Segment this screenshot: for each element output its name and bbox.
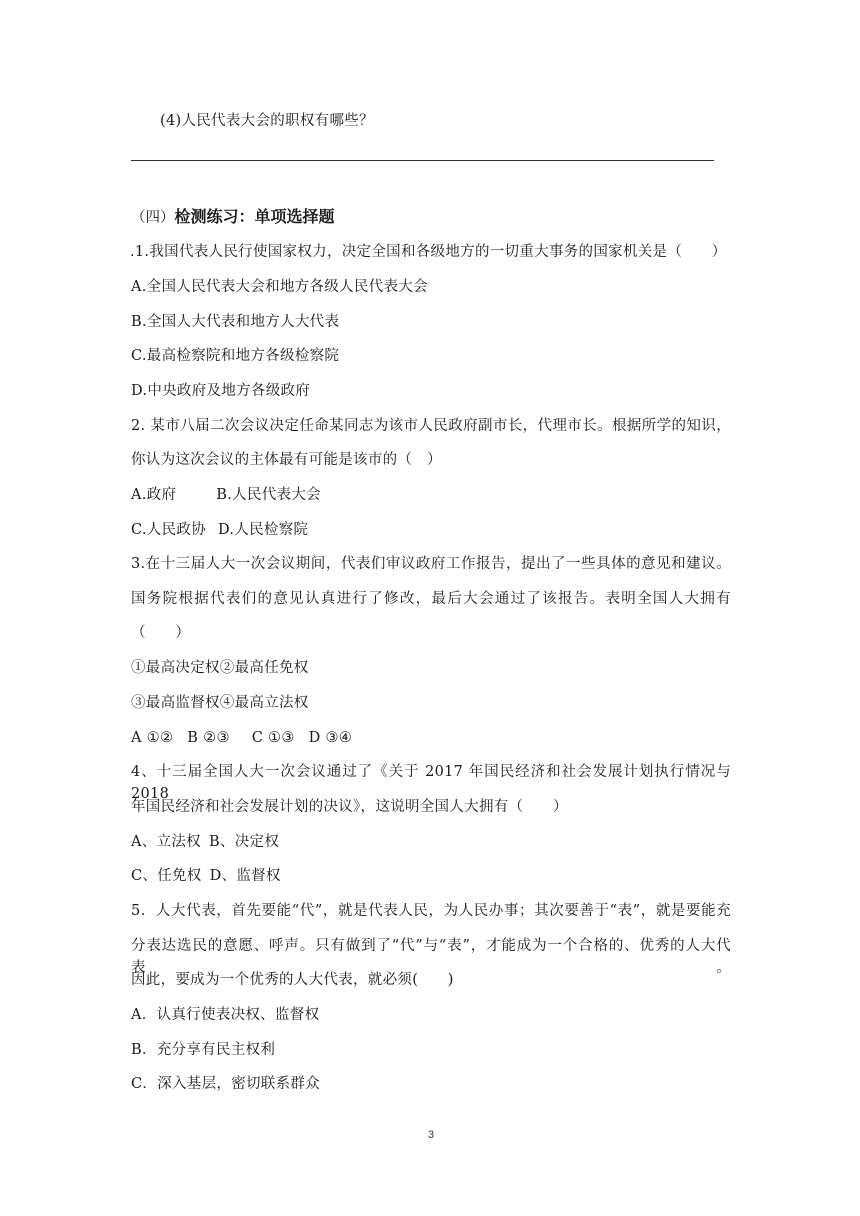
question-4-stem-line-2: 年国民经济和社会发展计划的决议》，这说明全国人大拥有（ ） [131,799,568,815]
question-1-option-a: A.全国人民代表大会和地方各级人民代表大会 [131,279,428,295]
question-2-option-row-1 [131,484,321,506]
question-5-stem-line-2: 分表达选民的意愿、呼声。只有做到了“代”与“表”，才能成为一个合格的、优秀的人大代表。 [131,938,731,976]
question-3-stem-line-2: 国务院根据代表们的意见认真进行了修改，最后大会通过了该报告。表明全国人大拥有 [131,591,731,607]
question-2-option-c: C.人民政协 [131,522,206,538]
question-4-option-d: D、监督权 [209,868,281,884]
question-1-option-b: B.全国人大代表和地方人大代表 [131,314,340,330]
section-prefix: （四） [131,210,175,226]
question-2-option-d: D.人民检察院 [218,522,309,538]
question-5-option-c: C．深入基层，密切联系群众 [131,1076,320,1092]
question-3-choice-d: D ③④ [308,730,353,746]
question-2-option-row-2 [131,519,308,541]
question-5-option-a: A．认真行使表决权、监督权 [131,1007,320,1023]
question-2-option-b: B.人民代表大会 [216,487,321,503]
question-2-option-a: A.政府 [131,487,177,503]
question-5-stem-line-1: 5．人大代表，首先要能“代”，就是代表人民，为人民办事；其次要善于“表”，就是要能充 [131,903,731,919]
question-4-option-a: A、立法权 [131,834,201,850]
answer-line [131,160,714,161]
question-4-stem-line-1: 4、十三届全国人大一次会议通过了《关于 2017 年国民经济和社会发展计划执行情况与 2018 [131,764,731,802]
question-1-option-d: D.中央政府及地方各级政府 [131,383,311,399]
question-2-stem-line-2: 你认为这次会议的主体最有可能是该市的（ ） [131,452,442,468]
question-4-option-c: C、任免权 [131,868,202,884]
question-3-stem-line-3: （ ） [131,625,191,641]
question-3-choice-c: C ①③ [251,730,295,746]
question-3-choices [131,727,352,749]
question-2-stem-line-1: 2. 某市八届二次会议决定任命某同志为该市人民政府副市长，代理市长。根据所学的知识， [131,418,731,434]
question-3-statements-2: ③最高监督权④最高立法权 [131,695,309,711]
question-3-stem-line-1: 3.在十三届人大一次会议期间，代表们审议政府工作报告，提出了一些具体的意见和建议。 [131,556,731,572]
section-title: 检测练习：单项选择题 [174,207,335,226]
question-4-option-row-2 [131,865,281,887]
prev-question-text: (4)人民代表大会的职权有哪些？ [160,113,374,129]
question-5-stem-line-3: 因此，要成为一个优秀的人大代表，就必须( ) [131,972,454,988]
question-4-option-row-1 [131,831,279,853]
question-1-option-c: C.最高检察院和地方各级检察院 [131,348,340,364]
question-1-stem: .1.我国代表人民行使国家权力，决定全国和各级地方的一切重大事务的国家机关是（ ） [130,244,727,260]
page-number: 3 [427,1129,435,1141]
question-3-choice-b: B ②③ [187,730,230,746]
section-heading [131,205,335,230]
question-4-option-b: B、决定权 [208,834,280,850]
question-3-choice-a: A ①② [131,730,174,746]
question-3-statements-1: ①最高决定权②最高任免权 [131,660,309,676]
question-5-option-b: B．充分享有民主权利 [131,1042,276,1058]
